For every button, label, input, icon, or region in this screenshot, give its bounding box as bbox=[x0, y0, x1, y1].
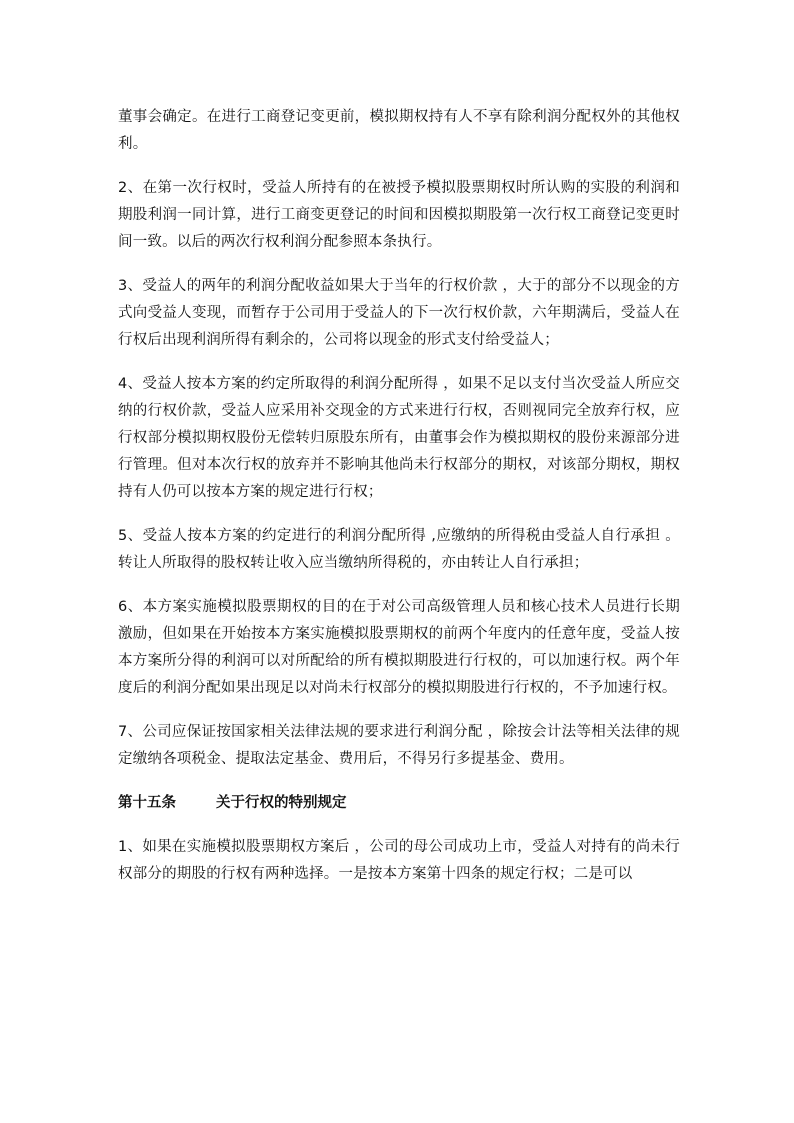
section-paragraph-item-1: 1、如果在实施模拟股票期权方案后 ，公司的母公司成功上市，受益人对持有的尚未行权部分的期股的行权有两种选择。一是按本方案第十四条的规定行权；二是可以 bbox=[118, 839, 680, 882]
paragraph-item-6: 6、本方案实施模拟股票期权的目的在于对公司高级管理人员和核心技术人员进行长期激励，但如果在开始按本方案实施模拟股票期权的前两个年度内的任意年度，受益人按本方案所分得的利润可以对所配给的所有模拟期股进行行权的，可以加速行权。两个年度后的利润分配如果出现足以对尚未行权部分的模拟期股进行行权的，不予加速行权。 bbox=[118, 599, 680, 696]
paragraph-item-7: 7、公司应保证按国家相关法律法规的要求进行利润分配 ，除按会计法等相关法律的规定缴纳各项税金、提取法定基金、费用后，不得另行多提基金、费用。 bbox=[118, 724, 680, 767]
paragraph-item-3: 3、受益人的两年的利润分配收益如果大于当年的行权价款 ，大于的部分不以现金的方式向受益人变现，而暂存于公司用于受益人的下一次行权价款，六年期满后，受益人在行权后出现利润所得有剩余的，公司将以现金的形式支付给受益人； bbox=[118, 278, 680, 348]
paragraph-item-2: 2、在第一次行权时，受益人所持有的在被授予模拟股票期权时所认购的实股的利润和期股利润一同计算，进行工商变更登记的时间和因模拟期股第一次行权工商登记变更时间一致。以后的两次行权利润分配参照本条执行。 bbox=[118, 180, 680, 250]
document-page bbox=[118, 104, 680, 905]
section-number: 第十五条 bbox=[118, 795, 176, 811]
section-heading bbox=[118, 790, 680, 817]
paragraph-item-4: 4、受益人按本方案的约定所取得的利润分配所得 ，如果不足以支付当次受益人所应交纳的行权价款，受益人应采用补交现金的方式来进行行权，否则视同完全放弃行权，应行权部分模拟期权股份无偿转归原股东所有，由董事会作为模拟期权的股份来源部分进行管理。但对本次行权的放弃并不影响其他尚未行权部分的期权，对该部分期权，期权持有人仍可以按本方案的规定进行行权； bbox=[118, 376, 680, 500]
section-title: 关于行权的特别规定 bbox=[216, 795, 347, 811]
paragraph-item-5: 5、受益人按本方案的约定进行的利润分配所得 ,应缴纳的所得税由受益人自行承担 。转让人所取得的股权转让收入应当缴纳所得税的，亦由转让人自行承担； bbox=[118, 528, 680, 571]
paragraph-continuation: 董事会确定。在进行工商登记变更前，模拟期权持有人不享有除利润分配权外的其他权利。 bbox=[118, 109, 680, 152]
